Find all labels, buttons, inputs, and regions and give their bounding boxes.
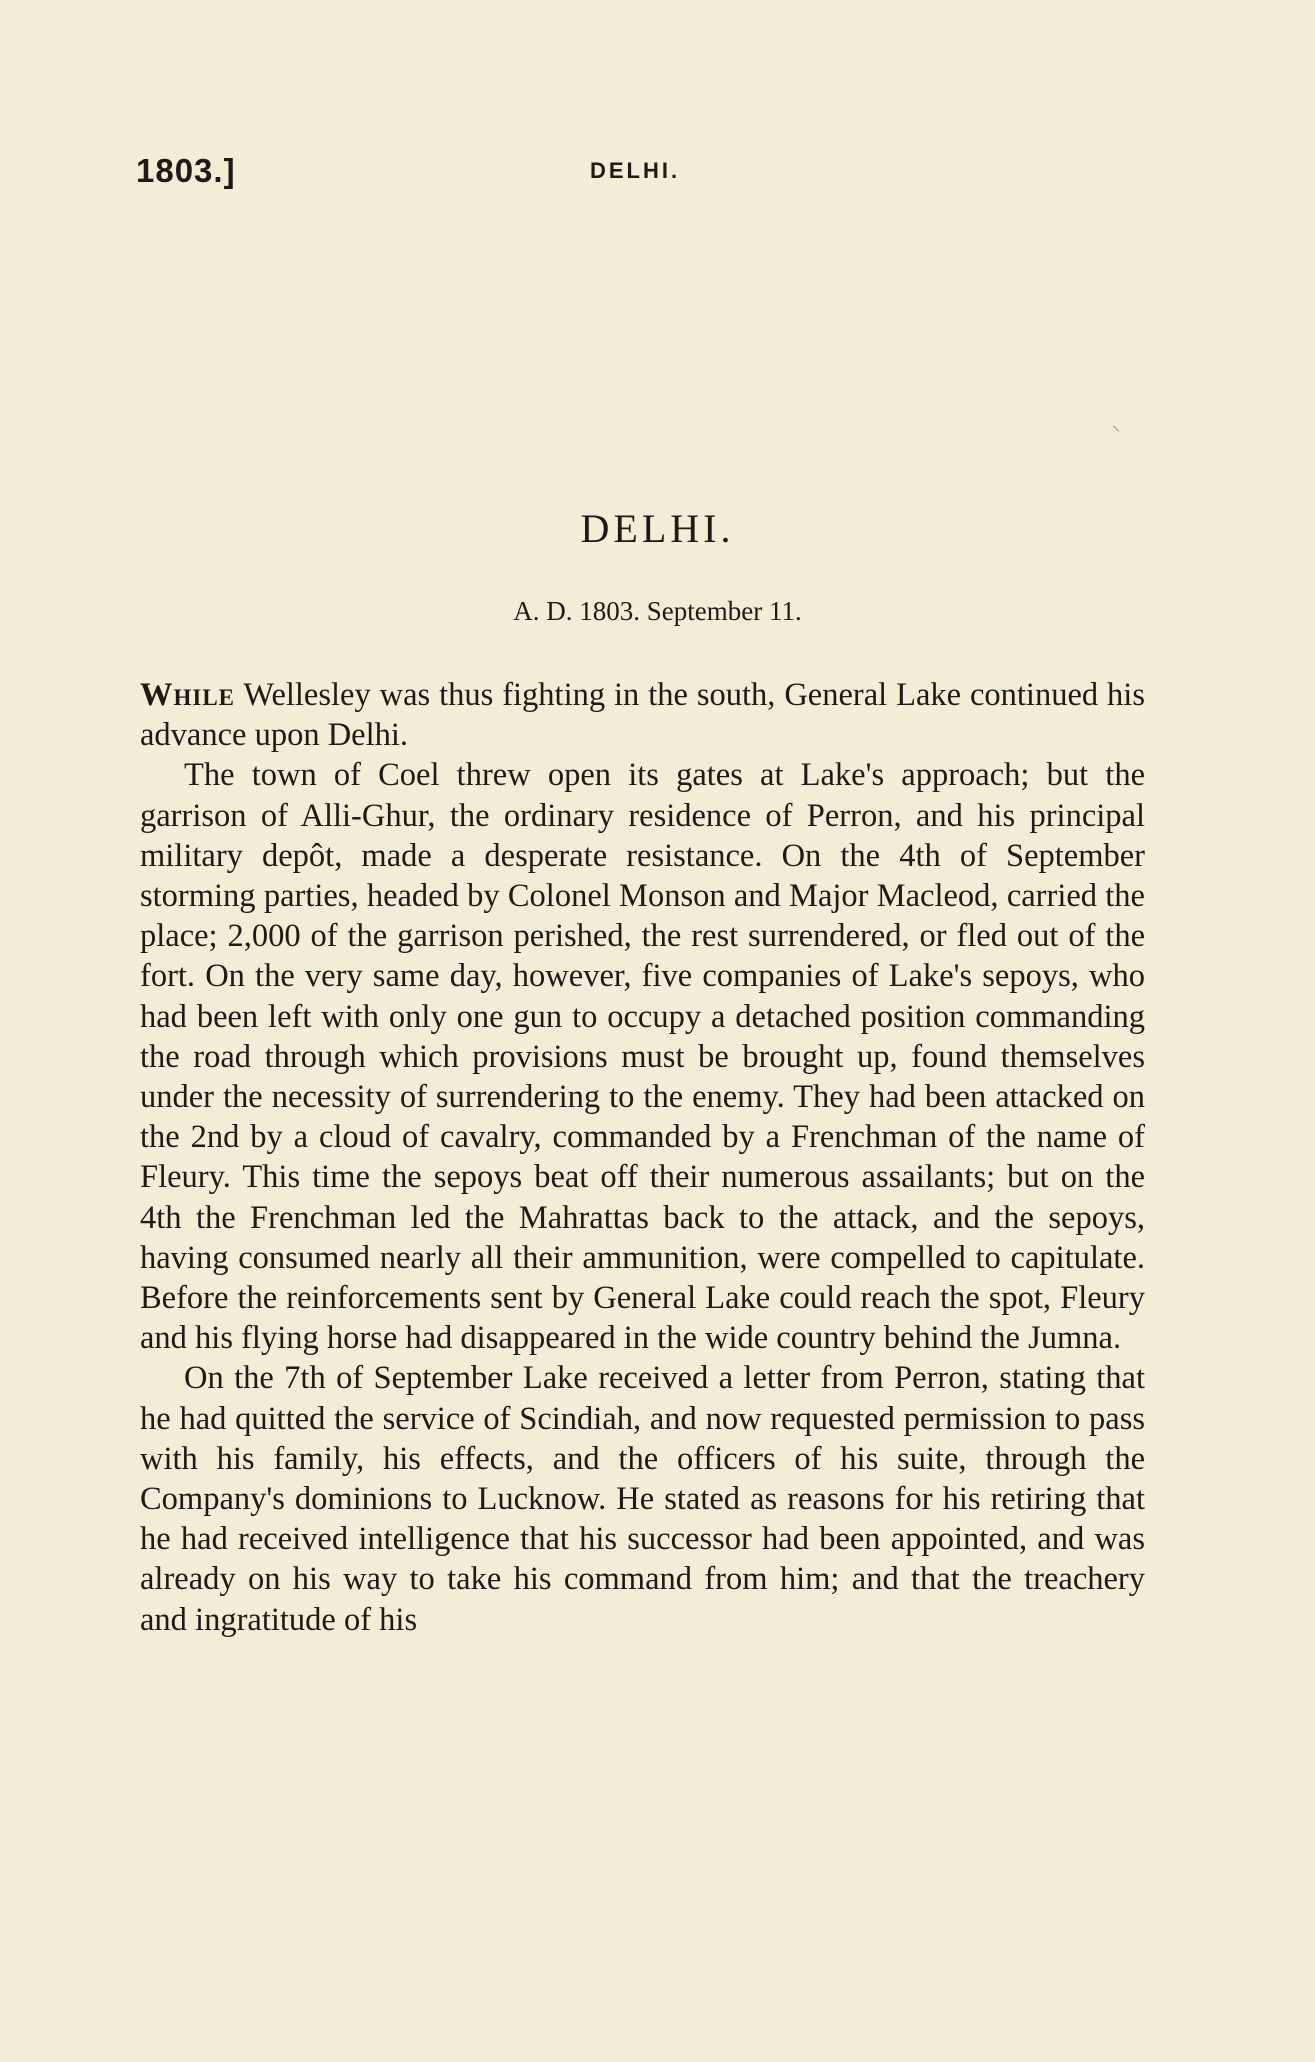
running-head	[0, 152, 1315, 192]
lead-word: While	[140, 677, 236, 713]
ink-speck: ⸌	[1112, 422, 1121, 441]
body-text	[140, 675, 1145, 1640]
paragraph-2: The town of Coel threw open its gates at Lake's approach; but the garrison of Alli-Ghur, the ordinary residence of Perron, and his principal military depôt, made a desperate resistance. On the 4th of September storming parties, headed by Colonel Monson and Major Macleod, carried the place; 2,000 of the garrison perished, the rest surrendered, or fled out of the fort. On the very same day, however, five companies of Lake's sepoys, who had been left with only one gun to occupy a detached position commanding the road through which provisions must be brought up, found themselves under the necessity of surrendering to the enemy. They had been attacked on the 2nd by a cloud of cavalry, commanded by a Frenchman of the name of Fleury. This time the sepoys beat off their numerous assailants; but on the 4th the Frenchman led the Mahrattas back to the attack, and the sepoys, having consumed nearly all their ammunition, were compelled to capitulate. Before the reinforcements sent by General Lake could reach the spot, Fleury and his flying horse had disappeared in the wide country behind the Jumna.	[140, 757, 1145, 1357]
chapter-title: DELHI.	[580, 506, 735, 551]
chapter-date: A. D. 1803. September 11.	[513, 596, 802, 626]
paragraph-1-text: Wellesley was thus fighting in the south, General Lake continued his advance upon Delhi.	[140, 677, 1145, 754]
running-head-year: 1803.]	[136, 152, 236, 189]
running-head-title: DELHI.	[590, 158, 681, 183]
paragraph-3: On the 7th of September Lake received a letter from Perron, stating that he had quitted the service of Scindiah, and now requested permission to pass with his family, his effects, and the officers of his suite, through the Company's dominions to Lucknow. He stated as reasons for his retiring that he had received intelligence that his successor had been appointed, and was already on his way to take his command from him; and that the treachery and ingratitude of his	[140, 1360, 1145, 1638]
paragraph-1	[140, 675, 1145, 755]
